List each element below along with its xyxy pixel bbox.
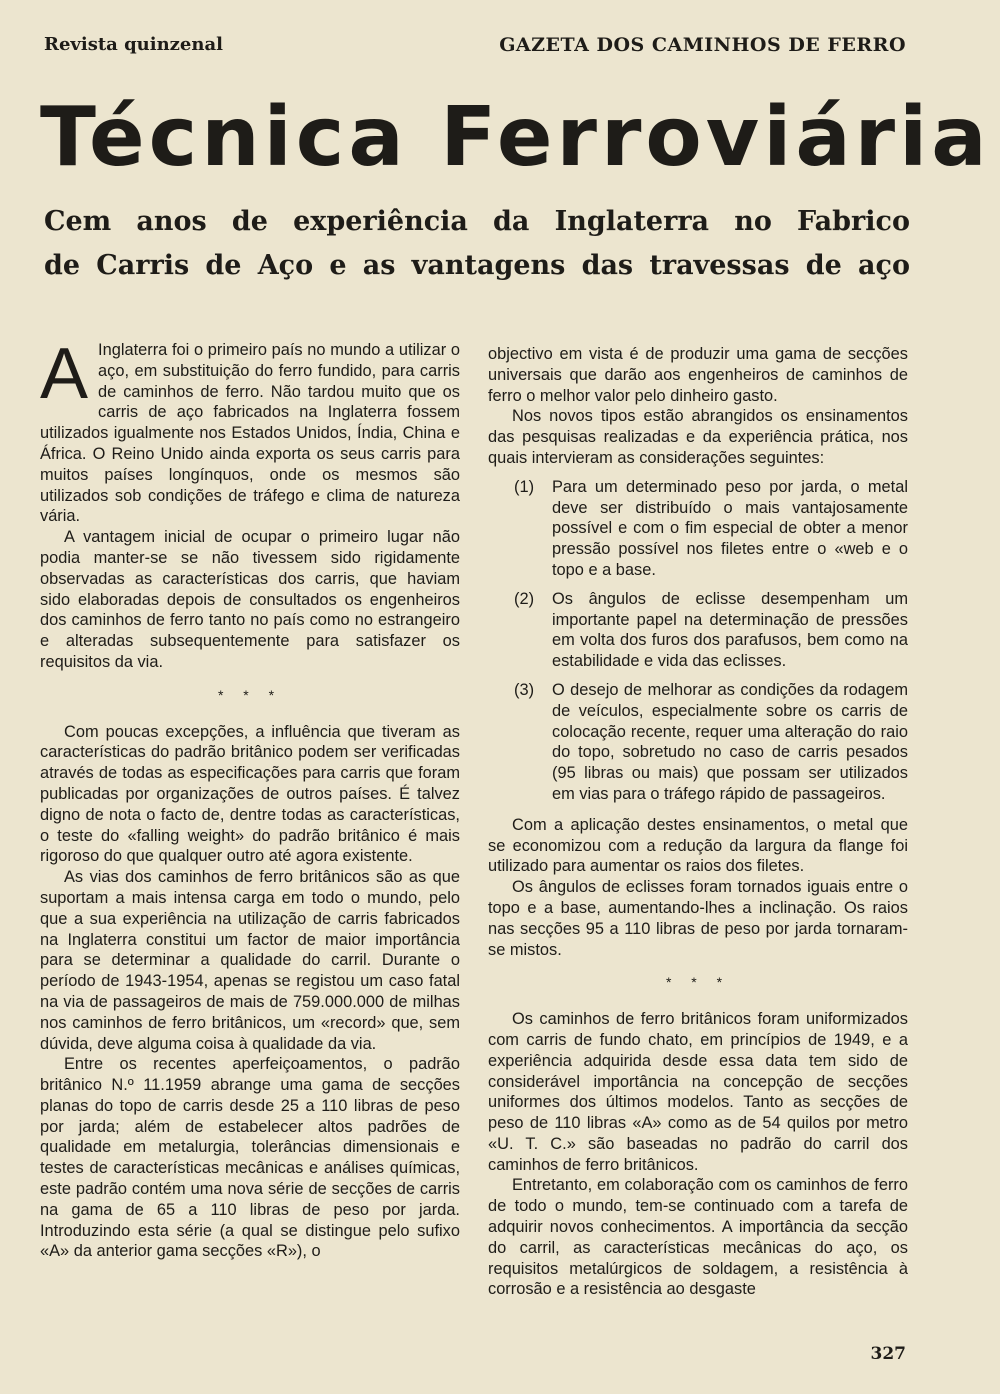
paragraph-text: Inglaterra foi o primeiro país no mundo a utilizar o aço, em substituição do ferro fundido, para carris de caminhos de ferro. Não tardou muito que os carris de aço fabricados na Inglaterra fossem utilizados igualmente nos Estados Unidos, Índia, China e África. O Reino Unido ainda exporta os seus carris para muitos países longínquos, onde os mesmos são utilizados sob condições de tráfego e clima de natureza vária. <box>40 341 460 526</box>
paragraph: A vantagem inicial de ocupar o primeiro lugar não podia manter-se se não tivessem sido rigidamente observadas as características dos carris, que haviam sido elaboradas depois de consultados os engenheiros dos caminhos de ferro tanto no país como no estrangeiro e alteradas subsequentemente para satisfazer os requisitos da via. <box>40 528 460 671</box>
list-item-text: Para um determinado peso por jarda, o metal deve ser distribuído o mais vantajosamente possível e com o fim especial de obter a menor pressão possível nos filetes entre o «web e o topo e a base. <box>552 477 908 579</box>
paragraph: Com a aplicação destes ensinamentos, o metal que se economizou com a redução da largura da flange foi utilizado para aumentar os raios dos filetes. <box>488 815 908 876</box>
list-item-number: (1) <box>514 477 535 496</box>
article-title: Técnica Ferroviária <box>40 90 991 185</box>
paragraph: objectivo em vista é de produzir uma gama de secções universais que darão aos engenheiros de caminhos de ferro o melhor valor pelo dinheiro gasto. <box>488 345 908 405</box>
list-item-text: O desejo de melhorar as condições da rodagem de veículos, especialmente sobre os carris de colocação recente, requer uma alteração do raio do topo, sobretudo no caso de carris pesados (95 libras ou mais) que possam ser utilizados em vias para o tráfego rápido de passageiros. <box>552 680 908 803</box>
drop-cap: A <box>40 334 89 414</box>
paragraph: Os caminhos de ferro britânicos foram uniformizados com carris de fundo chato, em princípios de 1949, e a experiência adquirida desde essa data tem sido de considerável importância na concepção de secções uniformes dos últimos modelos. Tanto as secções de peso de 110 libras «A» como as de 54 quilos por metro «U. T. C.» são baseadas no padrão do carril dos caminhos de ferro britânicos. <box>488 1010 908 1174</box>
paragraph: Entretanto, em colaboração com os caminhos de ferro de todo o mundo, tem-se continuado com a tarefa de adquirir novos conhecimentos. A importância da secção do carril, as características mecânicas do aço, os requisitos metalúrgicos de soldagem, a resistência à corrosão e a resistência ao desgaste <box>488 1176 908 1299</box>
subtitle-line-1: Cem anos de experiência da Inglaterra no Fabrico <box>44 206 910 237</box>
considerations-list <box>488 477 908 805</box>
section-separator: * * * <box>217 686 283 703</box>
left-column <box>40 334 460 1262</box>
subtitle-line-2: de Carris de Aço e as vantagens das travessas de aço <box>44 250 910 281</box>
paragraph: Com poucas excepções, a influência que tiveram as características do padrão britânico podem ser verificadas através de todas as especificações para carris que foram publicadas por organizações de outros países. É talvez digno de nota o facto de, dentre todas as características, o teste do «falling weight» do padrão britânico é mais rigoroso do que qualquer outro até agora existente. <box>40 722 460 866</box>
paragraph: Entre os recentes aperfeiçoamentos, o padrão britânico N.º 11.1959 abrange uma gama de secções planas do topo de carris desde 25 a 110 libras de peso por jarda; além de estabelecer altos padrões de qualidade em metalurgia, tolerâncias dimensionais e testes de características mecânicas e análises químicas, este padrão contém uma nova série de secções de carris na gama de 65 a 110 libras de peso por jarda. Introduzindo esta série (a qual se distingue pelo sufixo «A» da anterior gama secções «R»), o <box>40 1055 460 1261</box>
list-item <box>488 680 908 805</box>
header-publication-frequency: Revista quinzenal <box>44 34 223 55</box>
page-number: 327 <box>870 1344 906 1364</box>
list-item-text: Os ângulos de eclisse desempenham um importante papel na determinação de pressões em volta dos furos dos parafusos, bem como na estabilidade e vida das eclisses. <box>552 589 908 671</box>
paragraph: Os ângulos de eclisses foram tornados iguais entre o topo e a base, aumentando-lhes a inclinação. Os raios nas secções 95 a 110 libras de peso por jarda tornaram-se mistos. <box>488 878 908 959</box>
list-item <box>488 589 908 672</box>
paragraph: Nos novos tipos estão abrangidos os ensinamentos das pesquisas realizadas e da experiência prática, nos quais intervieram as considerações seguintes: <box>488 407 908 467</box>
paragraph: As vias dos caminhos de ferro britânicos são as que suportam a mais intensa carga em todo o mundo, pelo que a sua experiência na utilização de carris fabricados na Inglaterra constitui um factor de maior importância para se determinar a qualidade do carril. Durante o período de 1943-1954, apenas se registou um caso fatal na via de passageiros de mais de 759.000.000 de milhas nos caminhos de ferro britânicos, um «record» que, sem dúvida, deve alguma coisa à qualidade da via. <box>40 868 460 1053</box>
paragraph <box>40 334 460 527</box>
article-subtitle <box>44 200 910 288</box>
section-separator: * * * <box>665 974 731 991</box>
header-magazine-name: GAZETA DOS CAMINHOS DE FERRO <box>499 34 906 56</box>
right-column <box>488 344 908 1300</box>
list-item <box>488 477 908 581</box>
list-item-number: (3) <box>514 680 535 699</box>
list-item-number: (2) <box>514 589 535 608</box>
